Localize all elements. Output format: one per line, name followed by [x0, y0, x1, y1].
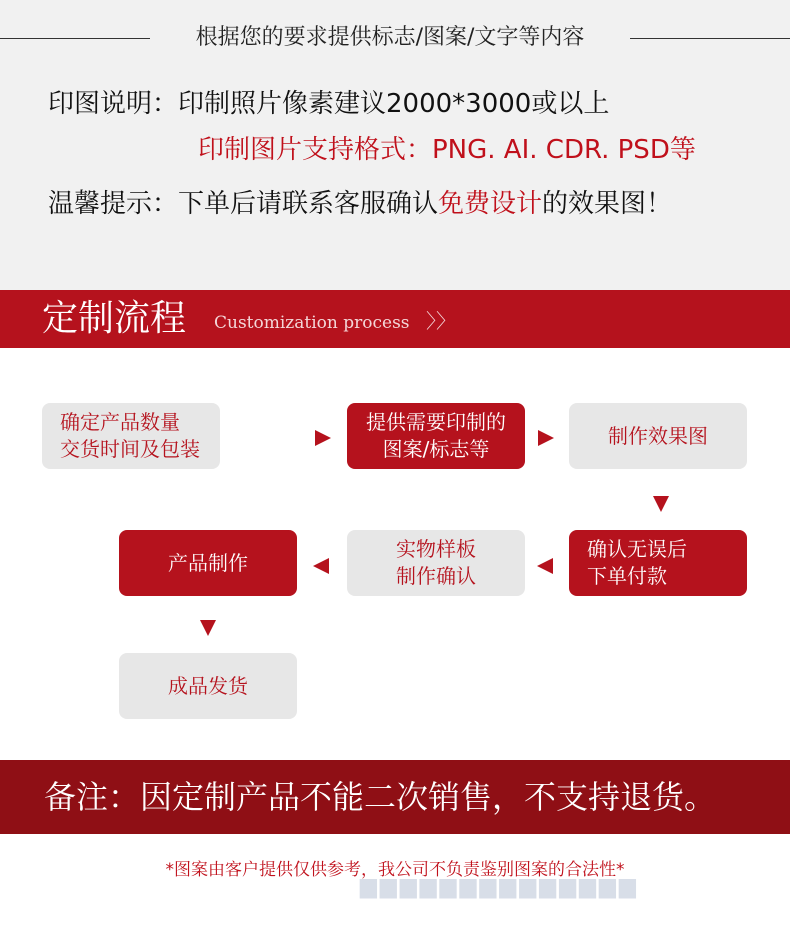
arrow-left-icon [537, 558, 553, 574]
requirements-heading-row [0, 20, 790, 56]
step-confirm-quantity: 确定产品数量 交货时间及包装 [42, 403, 220, 469]
process-title-band [0, 290, 790, 348]
arrow-right-icon [315, 430, 331, 446]
supported-formats: 印制图片支持格式：PNG. AI. CDR. PSD等 [198, 135, 696, 165]
watermark: ▆▆▆▆▆▆▆▆▆▆▆▆▆▆ [360, 874, 639, 899]
note-band [0, 760, 790, 834]
process-subtitle: Customization process [214, 313, 410, 333]
step-ship: 成品发货 [119, 653, 297, 719]
reminder-prefix: 温馨提示：下单后请联系客服确认 [48, 189, 439, 219]
arrow-down-icon [200, 620, 216, 636]
step-sample-confirm: 实物样板 制作确认 [347, 530, 525, 596]
step-make-mockup: 制作效果图 [569, 403, 747, 469]
reminder-suffix: 的效果图！ [542, 189, 673, 219]
requirements-section [0, 0, 790, 290]
heading-divider-left [0, 38, 150, 39]
heading-divider-right [630, 38, 790, 39]
arrow-down-icon [653, 496, 669, 512]
arrow-left-icon [313, 558, 329, 574]
step-provide-artwork: 提供需要印制的 图案/标志等 [347, 403, 525, 469]
step-confirm-and-pay: 确认无误后 下单付款 [569, 530, 747, 596]
double-chevron-right-icon: 〉〉 [426, 309, 456, 333]
disclaimer: *图案由客户提供仅供参考，我公司不负责鉴别图案的合法性* [165, 860, 625, 880]
requirements-heading: 根据您的要求提供标志/图案/文字等内容 [195, 25, 585, 50]
process-flow [0, 348, 790, 760]
no-return-note: 备注：因定制产品不能二次销售，不支持退货。 [44, 778, 717, 816]
arrow-right-icon [538, 430, 554, 446]
step-production: 产品制作 [119, 530, 297, 596]
print-instructions: 印图说明：印制照片像素建议2000*3000或以上 [48, 89, 610, 119]
process-title: 定制流程 [42, 298, 187, 339]
free-design-highlight: 免费设计 [438, 189, 543, 219]
reminder [48, 186, 672, 222]
